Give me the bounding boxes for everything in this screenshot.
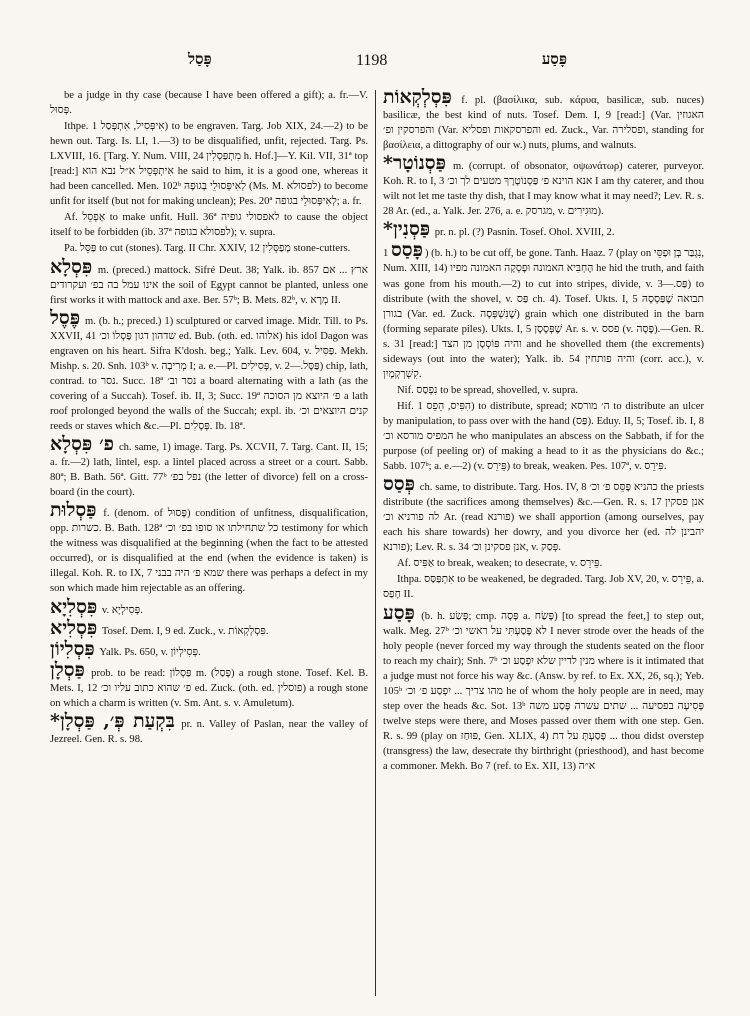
dictionary-entry [50,306,368,434]
left-running-head: פָּסַל [188,52,212,68]
entry-text: Nif. נִפְסַס to be spread, shovelled, v. supra. [397,384,579,396]
dictionary-entry [50,616,368,639]
entry-headword: פַּסְלָן [50,658,85,681]
entry-headword: פ׳ פִּסְלָא [50,433,114,456]
entry-text: pr. n. Valley of Paslan, near the valley of Jezreel. Gen. R. s. 98. [50,718,368,745]
entry-headword: פָּסַע [383,601,415,624]
dictionary-entry [383,601,704,775]
entry-headword: פָּסַס [391,239,423,262]
dictionary-entry [383,88,704,153]
entry-headword: פְּסַס [383,473,415,496]
dictionary-entry [383,475,704,555]
entry-text: Af. אַפְסֵל to make unfit. Hull. 36ª לאפסולי גופיה to cause the object itself to be forbidden (ib. 37ª לפסולא בגופה); v. supra. [50,212,368,239]
entry-headword: פִּסְלִיָא [50,595,98,618]
dictionary-entry [50,435,368,500]
entry-headword: פִּסְלְקְאוֹת [383,88,452,108]
dictionary-entry [50,637,368,660]
entry-headword: פִּסְלִיוֹן [50,637,95,660]
dictionary-entry [383,399,704,474]
dictionary-entry [50,501,368,596]
entry-headword: *פַּסְנִין [383,218,431,241]
entry-text: Tosef. Dem. I, 9 ed. Zuck., v. פִּסְלְקְאוֹת. [101,625,269,637]
dictionary-entry [383,220,704,240]
entry-text: 1) (b. h.) to be cut off, be gone. Tanh. Haaz. 7 (play on נִגְבַּר בְּן וּפַסֵּי, Num. XIII, 14) הֶחְבִּיא האמונה וּפָסְקָה האמונה מפיו he hid the truth, and faith was gone from his mouth.—2) to cut into stripes, divide, v. פַּס.—3) to distribute (with the shovel, v. פַּס ch. 4). Tosef. Ukts. I, 5 תבואה שֶׁפַּסְסָהּ בגורן (Var. ed. Zuck. שֶׁנִּשְׁפְּסָה) grain which one distributed in the barn (forming separate piles). Ukts. I, 5 שֶׁפְּסָסָן Ar. s. v. פסס (v. פָּסָה).—Gen. R. s. 31 [read:] והיה פּוֹסְסָן מן הצד and he shovelled them (the excrements) sideways (out into the water); Yalk. ib. 54 והיה פותחין (corr. acc.), v. קִשְׁרְקְמָיִן. [383,248,704,380]
page-number: 1198 [356,52,388,69]
dictionary-entry [50,658,368,711]
dictionary-entry [50,595,368,618]
entry-text: prob. to be read: פַּסְלוֹן m. (פָּסַל) a rough stone. Tosef. Kel. B. Mets. I, 12 פ׳ שהוא כתוב עליו וכ׳ ed. Zuck. (oth. ed. פוסלין) a rough stone on which a charm is written (v. Sm. Ant. s. v. Amuletum). [50,667,368,709]
entry-text: Ithpe. אִיפְּסִיל, אִתְפְּסַל 1) to be engraven. Targ. Job XIX, 24.—2) to be hewn out. Targ. Is. LI, 1.—3) to be disqualified, unfit, rejected. Targ. Ps. LXVIII, 16. [Targ. Y. Num. VIII, 24 מִתְפַּסְלִין h. Hof.]—Y. Kil. VII, 31ª top [read:] אִיתְפְּסֵיל א״ל נבא הוא he said to him, it is a good one, whereas it had been cancelled. Men. 102ᵇ לְאִיפְּסוּלֵי בְּגוּפָהּ (Ms. M. לפסולא) to become unfit for itself (but not for making unclean); Pes. 20ª לְאִיפְּסוּלֵי בגופה; a. fr. [50,121,368,208]
entry-text: pr. n. pl. (?) Pasnin. Tosef. Ohol. XVIII, 2. [434,227,615,239]
entry-text: Pa. פַּסֵּל to cut (stones). Targ. II Chr. XXIV, 12 מְפַסְּלִין stone-cutters. [64,243,351,255]
dictionary-entry [383,383,704,398]
dictionary-entry [50,210,368,240]
column-divider [375,90,376,996]
page-header [58,52,692,76]
entry-text: m. (b. h.; preced.) 1) sculptured or carved image. Midr. Till. to Ps. XXVII, 41 שדהון דגון פַּסְלוֹ וכ׳ ed. Bub. (oth. ed. אלוהו) his idol Dagon was engraven on his heart. Sifra K'dosh. beg.; Yalk. Lev. 604, v. פַּסִּיל. Mekh. Mishp. s. 20. Snh. 103ᵇ v. מְרִיבָה I; a. e.—Pl. פְּסִילִים, v. פַּסָּל.—2) chip, lath, contrad. to נסר. Succ. 18ª נסר וב׳ a board alternating with a lath (as the covering of a Succah). Tosef. ib. II, 3; Succ. 19ª פ׳ היוצא מן הסוכה a lath roof prolonged beyond the walls of the Succah; expl. ib. קנים היוצאים וכ׳ reeds or staves which &c.—Pl. פְּסָלִים. Ib. 18ª. [50,315,368,432]
dictionary-entry [50,255,368,308]
dictionary-entry [50,241,368,256]
dictionary-entry [383,572,704,602]
dictionary-entry [383,556,704,571]
entry-text: m. (preced.) mattock. Sifré Deut. 38; Yalk. ib. 857 ארץ ... אם אינו עמל בה בפ׳ ועקרודים the soil of Egypt cannot be planted, unless one first works it with mattock and axe. Ber. 57ᵇ; B. Mets. 82ᵇ, v. מְרָא II. [50,264,368,306]
dictionary-entry [50,709,368,747]
entry-headword: פִּסְלִיא [50,616,98,639]
entry-text: Yalk. Ps. 650, v. פְּסִילְיוֹן. [99,646,201,658]
dictionary-entry [383,154,704,219]
entry-text: f. pl. (βασίλικα, sub. κάρυα, basilicæ, sub. nuces) basilicæ, the best kind of nuts. Tosef. Dem. I, 9 [read:] (Var. האגוזין והפרסקין ופ׳ (Var. והפרסקאות ופסליא ed. Zuck., Var. ופסלירה, standing for βασίλεια, a dittography of our w.) nuts, plums, and walnuts. [383,95,704,152]
right-running-head: פָּסַע [541,52,567,68]
entry-text: Af. אַפִּיס to break, weaken; to desecrate, v. פֵּירֵס. [397,558,603,570]
dictionary-entry [383,241,704,381]
entry-text: ch. same, 1) image. Targ. Ps. XCVII, 7. Targ. Cant. II, 15; a. fr.—2) lath, lintel, esp. a lintel placed across a street or a court. Sabb. 80ª; B. Bath. 56ª. Gitt. 77ᵇ נפל בפ׳ (the letter of divorce) fell on a cross-board (in the court). [50,442,368,499]
entry-text: Ithpa. אִתְפַּסַּס to be weakened, be degraded. Targ. Job XV, 20, v. פֵּירֵס, a. חָפַס II. [383,574,704,601]
entry-text: be a judge in thy case (because I have been offered a gift); a. fr.—V. פְּסוּל. [50,90,368,117]
entry-headword: פִּסְלָא [50,255,93,278]
entry-headword: *בִּקְעַת פְּ׳, פַּסְלָן [50,709,175,732]
entry-text: m. (corrupt. of obsonator, οψωνάτωρ) caterer, purveyor. Koh. R. to I, 3 אנא הוינא פ׳ פַּסְנוֹטָרָךְ מטעים לך וכ׳ I am thy caterer, and thou wilt not let me taste thy dish, that I may know what it may need?; Lev. R. s. 28 Ar. (ed., a. Yalk. Jer. 276, a. e. מגרסק, v. מוּגִירִים). [383,161,704,218]
entry-text: f. (denom. of פָּסוּל) condition of unfitness, disqualification, opp. כשרות. B. Bath. 128ª כל שתחילתו או סופו בפ׳ וכ׳ testimony for which the witness was disqualified at the beginning (when the fact to be attested occurred), or is disqualified at the end (when the evidence is taken) is illegal. Koh. R. to IX, 7 שמא פ׳ היה בבני there was perhaps a defect in my son which made him rejectable as an offering. [50,508,368,595]
entry-text: ch. same, to distribute. Targ. Hos. IV, 8 כהניא פָּסֵּס פ׳ וכ׳ the priests distribute (the sacrifices among themselves) &c.—Gen. R. s. 17 אנן פסקין לה פורניא וכ׳ Ar. (read פורנא) we shall apportion (among ourselves, pay each his share towards) her dowry, and you divorce her (ed. יהבינן לה פורנא); Lev. R. s. 34 אנן פסקינן וכ׳, v. פְּסַק. [383,482,704,554]
entry-text: Hif. הִפִּיס, הֵפֵס 1) to distribute, spread; ה׳ מורסא to distribute an ulcer by manipulation, to pass over with the hand (פַּס). Eduy. II, 5; Tosef. ib. I, 8 המפיס מורסא וכ׳ he who manipulates an abscess on the Sabbath, if for the purpose (of peeling or) of making a head to it as the physicians do &c.; Sabb. 107ᵇ; a. e.—2) (v. פֵּירֵס) to break, weaken. Pes. 107ª, v. פִּירֵס. [383,400,704,473]
entry-text: v. פְּסִילְיָא. [101,604,143,616]
dictionary-entry [50,119,368,209]
entry-headword: *פַּסְנוֹטָר [383,152,446,175]
dictionary-entry [50,88,368,118]
entry-headword: פַּסְלוּת [50,499,97,522]
entry-text: (b. h. פָּשַׂע; cmp. פָּסָה a. פָּשַׂח) [to spread the feet,] to step out, walk. Meg. 27ᵇ לא פָּסַעְתִּי על ראשי וכ׳ I never strode over the heads of the holy people (never forced my way through the students seated on the floor to reach my chair); Snh. 7ᵇ מנין לדיין שלא יִפְסַע וכ׳ where is it intimated that a judge must not force his way &c. (Answ. by ref. to Ex. XX, 26, sq.); Yeb. 105ᵇ מהו צריך ... יִפְסַע פ׳ וכ׳ he of whom the holy people are in need, may step over the heads &c. Sot. 13ᵇ פְּסִיעָה בפסיעה ... שתים עשרה פָּסַע משה twelve steps were there, and Moses passed over them with one step. Gen. R. s. 99 (play on פּוּחַז, Gen. XLIX, 4) פָּסַעְתָּ על דת ... thou didst overstep (transgress) the law, desecrate thy birthright (priesthood), and hast become a commoner. Mekh. Bo 7 (ref. to Ex. XII, 13) א״ה [383,610,704,772]
entry-headword: פֶּסֶל [50,306,81,329]
right-column [383,88,704,1006]
left-column [50,88,368,1006]
